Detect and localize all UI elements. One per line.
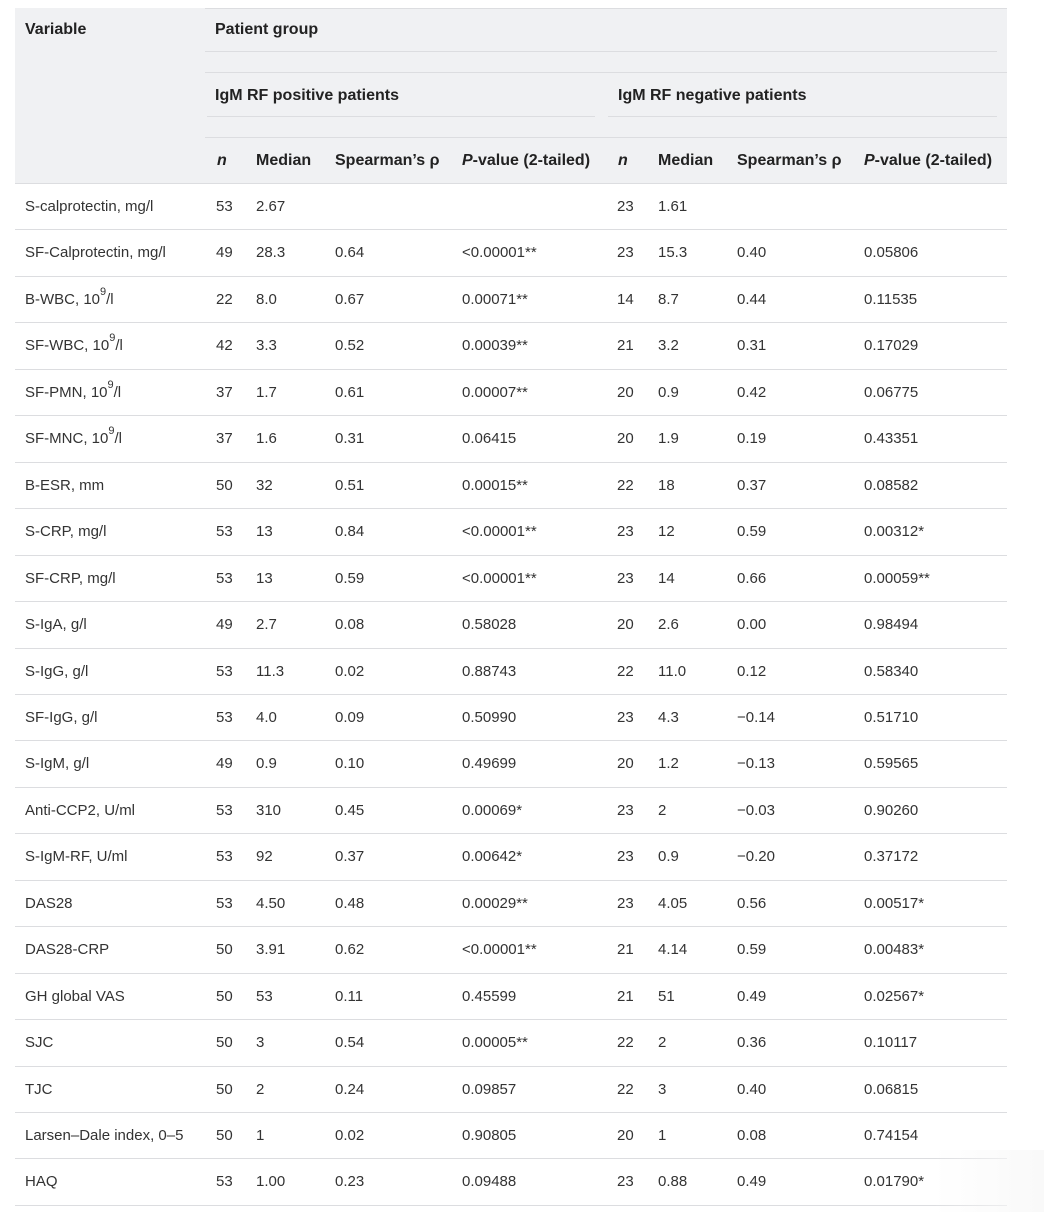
cell-variable: GH global VAS (25, 987, 125, 1005)
cell-median-negative: 4.14 (658, 941, 688, 959)
cell-variable: Larsen–Dale index, 0–5 (25, 1127, 184, 1144)
exponent: 9 (108, 425, 115, 438)
cell-n-negative: 21 (617, 337, 634, 355)
row-divider (15, 276, 1007, 277)
cell-n-negative: 23 (617, 708, 634, 726)
cell-spearman-positive: 0.52 (335, 337, 365, 355)
cell-pvalue-positive: 0.90805 (462, 1127, 517, 1144)
cell-pvalue-positive: <0.00001** (462, 569, 537, 587)
cell-variable (25, 332, 123, 356)
cell-pvalue-negative: 0.74154 (864, 1127, 919, 1144)
cell-median-positive: 1.6 (256, 430, 277, 448)
cell-median-negative: 11.0 (658, 662, 687, 680)
header-rule (15, 183, 1007, 184)
cell-pvalue-positive: 0.06415 (462, 430, 517, 448)
cell-n-positive: 22 (216, 290, 233, 308)
cell-variable: S-calprotectin, mg/l (25, 198, 154, 215)
cell-median-positive: 3.3 (256, 337, 277, 355)
cell-n-positive: 53 (216, 569, 233, 587)
cell-spearman-negative: 0.19 (737, 430, 767, 448)
exponent: 9 (109, 332, 116, 345)
cell-pvalue-negative: 0.59565 (864, 755, 919, 773)
cell-median-negative: 18 (658, 476, 675, 494)
header-igm-rf-positive: IgM RF positive patients (215, 87, 400, 104)
cell-pvalue-positive: 0.45599 (462, 987, 517, 1005)
cell-spearman-negative: 0.59 (737, 523, 767, 541)
cell-n-negative: 21 (617, 987, 634, 1005)
header-spearman-negative: Spearman’s ρ (737, 152, 842, 169)
cell-median-positive: 13 (256, 523, 273, 541)
cell-median-negative: 3 (658, 1080, 667, 1098)
cell-pvalue-positive: 0.00005** (462, 1034, 528, 1052)
cell-pvalue-negative: 0.06815 (864, 1080, 919, 1098)
cell-spearman-positive: 0.54 (335, 1034, 365, 1052)
header-median-negative: Median (658, 152, 714, 169)
cell-spearman-positive: 0.02 (335, 662, 365, 680)
header-rule (205, 137, 1007, 138)
header-n-negative: n (618, 152, 628, 169)
cell-n-negative: 20 (617, 755, 634, 773)
cell-pvalue-positive: 0.00642* (462, 848, 523, 866)
row-divider (15, 1112, 1007, 1113)
cell-variable: S-IgM, g/l (25, 755, 90, 773)
cell-pvalue-negative: 0.06775 (864, 383, 919, 401)
cell-variable: TJC (25, 1080, 53, 1098)
pvalue-p-letter: P (462, 152, 473, 169)
cell-n-positive: 53 (216, 894, 233, 912)
exponent: 9 (107, 378, 114, 391)
row-divider (15, 369, 1007, 370)
cell-spearman-negative: 0.56 (737, 894, 767, 912)
row-divider (15, 1019, 1007, 1020)
cell-variable: SF-IgG, g/l (25, 708, 98, 726)
cell-pvalue-positive: 0.00007** (462, 383, 528, 401)
cell-spearman-positive: 0.48 (335, 894, 365, 912)
cell-spearman-negative: 0.31 (737, 337, 767, 355)
cell-pvalue-positive: 0.00015** (462, 476, 528, 494)
header-igm-rf-negative: IgM RF negative patients (618, 87, 807, 104)
row-divider (15, 1066, 1007, 1067)
row-divider (15, 648, 1007, 649)
cell-median-positive: 4.50 (256, 894, 286, 912)
cell-median-positive: 28.3 (256, 244, 286, 262)
row-divider (15, 694, 1007, 695)
cell-spearman-positive: 0.62 (335, 941, 365, 959)
cell-pvalue-positive: 0.00029** (462, 894, 528, 912)
cell-pvalue-positive: 0.88743 (462, 662, 517, 680)
cell-spearman-negative: 0.37 (737, 476, 767, 494)
header-patient-group: Patient group (215, 21, 319, 38)
cell-pvalue-positive: <0.00001** (462, 941, 537, 959)
row-divider (15, 555, 1007, 556)
cell-n-negative: 23 (617, 894, 634, 912)
cell-pvalue-positive: 0.50990 (462, 708, 517, 726)
cell-spearman-negative: −0.13 (737, 755, 775, 773)
variable-text: SF-MNC, 10 (25, 430, 109, 448)
cell-n-positive: 53 (216, 848, 233, 866)
cell-n-negative: 20 (617, 616, 634, 634)
cell-median-positive: 1 (256, 1127, 265, 1144)
exponent: 9 (100, 285, 107, 298)
cell-spearman-negative: 0.36 (737, 1034, 767, 1052)
cell-median-positive: 11.3 (256, 662, 285, 680)
cell-variable: HAQ (25, 1173, 58, 1191)
cell-n-negative: 20 (617, 1127, 634, 1144)
cell-median-positive: 3 (256, 1034, 265, 1052)
row-divider (15, 462, 1007, 463)
pvalue-label-rest: -value (2-tailed) (874, 152, 993, 169)
header-n-positive: n (217, 152, 227, 169)
cell-n-negative: 23 (617, 569, 634, 587)
cell-pvalue-negative: 0.17029 (864, 337, 919, 355)
cell-median-positive: 2 (256, 1080, 265, 1098)
cell-n-negative: 20 (617, 430, 634, 448)
row-divider (15, 880, 1007, 881)
cell-median-positive: 3.91 (256, 941, 286, 959)
row-divider (15, 1205, 1007, 1206)
cell-spearman-positive: 0.61 (335, 383, 365, 401)
cell-spearman-positive: 0.08 (335, 616, 365, 634)
cell-spearman-positive: 0.02 (335, 1127, 365, 1144)
cell-median-negative: 2.6 (658, 616, 679, 634)
cell-n-positive: 37 (216, 383, 233, 401)
row-divider (15, 973, 1007, 974)
cell-median-negative: 12 (658, 523, 675, 541)
cell-spearman-negative: 0.00 (737, 616, 767, 634)
cell-n-positive: 50 (216, 1127, 233, 1144)
cell-spearman-negative: 0.40 (737, 244, 767, 262)
cell-median-negative: 2 (658, 1034, 667, 1052)
unit-text: /l (106, 290, 114, 308)
header-pvalue-negative (864, 151, 992, 171)
cell-spearman-negative: 0.49 (737, 1173, 767, 1191)
cell-n-positive: 49 (216, 616, 233, 634)
cell-spearman-positive: 0.64 (335, 244, 365, 262)
cell-n-positive: 50 (216, 476, 233, 494)
unit-text: /l (114, 430, 122, 448)
cell-n-positive: 50 (216, 987, 233, 1005)
cell-variable: S-CRP, mg/l (25, 523, 107, 541)
cell-pvalue-positive: <0.00001** (462, 523, 537, 541)
cell-spearman-positive: 0.09 (335, 708, 365, 726)
header-rule (205, 8, 1007, 9)
cell-median-positive: 8.0 (256, 290, 277, 308)
corner-fade (934, 1150, 1044, 1212)
unit-text: /l (113, 383, 122, 401)
cell-spearman-positive: 0.84 (335, 523, 365, 541)
row-divider (15, 508, 1007, 509)
cell-n-positive: 49 (216, 244, 233, 262)
cell-pvalue-negative: 0.00059** (864, 569, 930, 587)
cell-n-positive: 50 (216, 941, 233, 959)
cell-pvalue-positive: 0.00069* (462, 801, 523, 819)
cell-median-negative: 0.9 (658, 383, 679, 401)
cell-n-negative: 23 (617, 244, 634, 262)
pvalue-label-rest: -value (2-tailed) (472, 152, 591, 169)
cell-pvalue-negative: 0.58340 (864, 662, 919, 680)
cell-n-positive: 37 (216, 430, 233, 448)
cell-median-negative: 1.61 (658, 198, 688, 215)
cell-n-negative: 23 (617, 1173, 634, 1191)
cell-median-negative: 4.05 (658, 894, 688, 912)
cell-spearman-positive: 0.10 (335, 755, 365, 773)
cell-pvalue-negative: 0.08582 (864, 476, 919, 494)
cell-median-negative: 15.3 (658, 244, 688, 262)
cell-n-negative: 23 (617, 848, 634, 866)
cell-median-negative: 1.9 (658, 430, 679, 448)
header-rule (207, 116, 595, 117)
header-spearman-positive: Spearman’s ρ (335, 152, 440, 169)
variable-text: SF-PMN, 10 (25, 383, 108, 401)
cell-spearman-negative: −0.14 (737, 708, 775, 726)
cell-median-positive: 2.7 (256, 616, 277, 634)
pvalue-p-letter: P (864, 152, 875, 169)
cell-pvalue-negative: 0.01790* (864, 1173, 925, 1191)
cell-variable: S-IgM-RF, U/ml (25, 848, 128, 866)
cell-n-positive: 50 (216, 1034, 233, 1052)
cell-variable: DAS28 (25, 894, 73, 912)
header-variable: Variable (25, 21, 87, 38)
cell-pvalue-negative: 0.00517* (864, 894, 925, 912)
cell-variable (25, 378, 122, 403)
cell-median-negative: 2 (658, 801, 667, 819)
cell-variable: SJC (25, 1034, 54, 1052)
cell-n-negative: 20 (617, 383, 634, 401)
cell-pvalue-positive: 0.49699 (462, 755, 517, 773)
cell-median-negative: 8.7 (658, 290, 679, 308)
cell-variable (25, 425, 122, 449)
cell-n-positive: 53 (216, 198, 233, 215)
cell-pvalue-positive: 0.58028 (462, 616, 517, 634)
cell-median-positive: 4.0 (256, 708, 277, 726)
cell-variable: S-IgA, g/l (25, 616, 87, 634)
row-divider (15, 322, 1007, 323)
cell-spearman-negative: 0.42 (737, 383, 767, 401)
cell-pvalue-positive: 0.00071** (462, 290, 528, 308)
cell-n-positive: 49 (216, 755, 233, 773)
cell-pvalue-positive: 0.00039** (462, 337, 528, 355)
cell-pvalue-negative: 0.05806 (864, 244, 919, 262)
cell-variable: SF-CRP, mg/l (25, 569, 116, 587)
cell-spearman-negative: 0.12 (737, 662, 767, 680)
cell-median-negative: 51 (658, 987, 675, 1005)
cell-n-positive: 53 (216, 1173, 233, 1191)
row-divider (15, 787, 1007, 788)
cell-median-positive: 53 (256, 987, 273, 1005)
cell-n-positive: 42 (216, 337, 233, 355)
cell-median-positive: 310 (256, 801, 282, 819)
cell-median-negative: 1.2 (658, 755, 679, 773)
row-divider (15, 740, 1007, 741)
cell-spearman-positive: 0.51 (335, 476, 365, 494)
cell-pvalue-negative: 0.00312* (864, 523, 925, 541)
cell-n-negative: 23 (617, 198, 634, 215)
cell-median-positive: 1.7 (256, 383, 277, 401)
cell-median-positive: 2.67 (256, 198, 286, 215)
cell-spearman-positive: 0.11 (335, 987, 364, 1005)
row-divider (15, 833, 1007, 834)
row-divider (15, 601, 1007, 602)
cell-n-negative: 22 (617, 476, 634, 494)
cell-median-negative: 0.9 (658, 848, 679, 866)
cell-median-negative: 3.2 (658, 337, 679, 355)
cell-pvalue-positive: 0.09857 (462, 1080, 517, 1098)
cell-median-negative: 1 (658, 1127, 667, 1144)
header-rule (205, 51, 997, 52)
cell-spearman-positive: 0.23 (335, 1173, 365, 1191)
cell-pvalue-negative: 0.98494 (864, 616, 919, 634)
cell-spearman-negative: −0.20 (737, 848, 775, 866)
cell-n-positive: 53 (216, 523, 233, 541)
cell-n-negative: 23 (617, 523, 634, 541)
cell-median-positive: 32 (256, 476, 273, 494)
cell-n-negative: 22 (617, 1034, 634, 1052)
cell-variable (25, 285, 114, 310)
header-median-positive: Median (256, 152, 312, 169)
cell-median-positive: 0.9 (256, 755, 277, 773)
cell-variable: Anti-CCP2, U/ml (25, 801, 136, 819)
cell-spearman-negative: 0.59 (737, 941, 767, 959)
header-pvalue-positive (462, 151, 590, 171)
cell-spearman-positive: 0.67 (335, 290, 365, 308)
cell-pvalue-negative: 0.51710 (864, 708, 919, 726)
cell-spearman-positive: 0.24 (335, 1080, 365, 1098)
row-divider (15, 415, 1007, 416)
cell-n-negative: 14 (617, 290, 634, 308)
cell-spearman-negative: 0.49 (737, 987, 767, 1005)
cell-median-negative: 14 (658, 569, 675, 587)
variable-text: SF-WBC, 10 (25, 337, 110, 355)
cell-n-negative: 22 (617, 1080, 634, 1098)
cell-median-negative: 4.3 (658, 708, 679, 726)
cell-median-negative: 0.88 (658, 1173, 688, 1191)
cell-pvalue-positive: 0.09488 (462, 1173, 517, 1191)
header-rule (608, 116, 997, 117)
row-divider (15, 229, 1007, 230)
cell-spearman-negative: 0.40 (737, 1080, 767, 1098)
cell-spearman-positive: 0.59 (335, 569, 365, 587)
cell-n-positive: 50 (216, 1080, 233, 1098)
cell-n-positive: 53 (216, 662, 233, 680)
cell-variable: S-IgG, g/l (25, 662, 89, 680)
cell-pvalue-negative: 0.90260 (864, 801, 919, 819)
cell-pvalue-negative: 0.11535 (864, 290, 918, 308)
cell-n-negative: 23 (617, 801, 634, 819)
variable-text: B-WBC, 10 (25, 290, 101, 308)
cell-spearman-positive: 0.45 (335, 801, 365, 819)
cell-median-positive: 92 (256, 848, 273, 866)
cell-spearman-negative: −0.03 (737, 801, 775, 819)
cell-pvalue-negative: 0.02567* (864, 987, 925, 1005)
cell-median-positive: 13 (256, 569, 273, 587)
cell-pvalue-negative: 0.10117 (864, 1034, 918, 1052)
cell-pvalue-positive: <0.00001** (462, 244, 537, 262)
row-divider (15, 1158, 1007, 1159)
cell-spearman-negative: 0.66 (737, 569, 767, 587)
cell-n-positive: 53 (216, 708, 233, 726)
cell-median-positive: 1.00 (256, 1173, 286, 1191)
cell-pvalue-negative: 0.43351 (864, 430, 919, 448)
cell-n-positive: 53 (216, 801, 233, 819)
cell-pvalue-negative: 0.00483* (864, 941, 925, 959)
cell-variable: SF-Calprotectin, mg/l (25, 244, 166, 262)
cell-pvalue-negative: 0.37172 (864, 848, 919, 866)
cell-variable: DAS28-CRP (25, 941, 110, 959)
cell-spearman-negative: 0.44 (737, 290, 767, 308)
cell-n-negative: 21 (617, 941, 634, 959)
cell-spearman-positive: 0.37 (335, 848, 365, 866)
cell-variable: B-ESR, mm (25, 476, 105, 494)
cell-spearman-positive: 0.31 (335, 430, 365, 448)
row-divider (15, 926, 1007, 927)
cell-n-negative: 22 (617, 662, 634, 680)
unit-text: /l (115, 337, 123, 355)
cell-spearman-negative: 0.08 (737, 1127, 767, 1144)
header-rule (205, 72, 1007, 73)
